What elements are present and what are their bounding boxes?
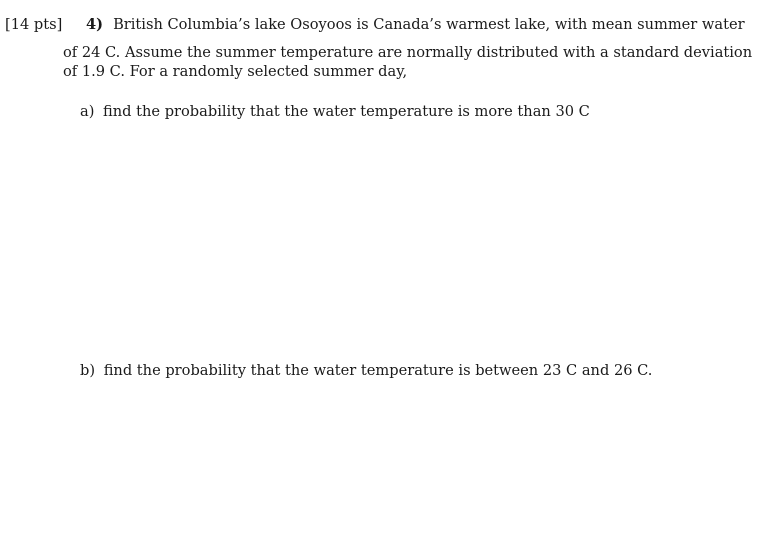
question-line-1 (86, 16, 745, 33)
part-a-text: find the probability that the water temperature is more than 30 C (103, 103, 590, 120)
part-b (80, 362, 652, 379)
question-text-line-2: of 24 C. Assume the summer temperature are normally distributed with a standard deviation (63, 44, 753, 61)
part-a (80, 103, 590, 120)
part-b-label: b) (80, 362, 96, 379)
question-number: 4) (86, 16, 104, 33)
question-text-line-1: British Columbia’s lake Osoyoos is Canada’s warmest lake, with mean summer water (113, 16, 745, 33)
question-text-line-3: of 1.9 C. For a randomly selected summer day, (63, 63, 408, 80)
part-a-label: a) (80, 103, 95, 120)
points-label: [14 pts] (5, 16, 63, 33)
part-b-text: find the probability that the water temperature is between 23 C and 26 C. (103, 362, 653, 379)
